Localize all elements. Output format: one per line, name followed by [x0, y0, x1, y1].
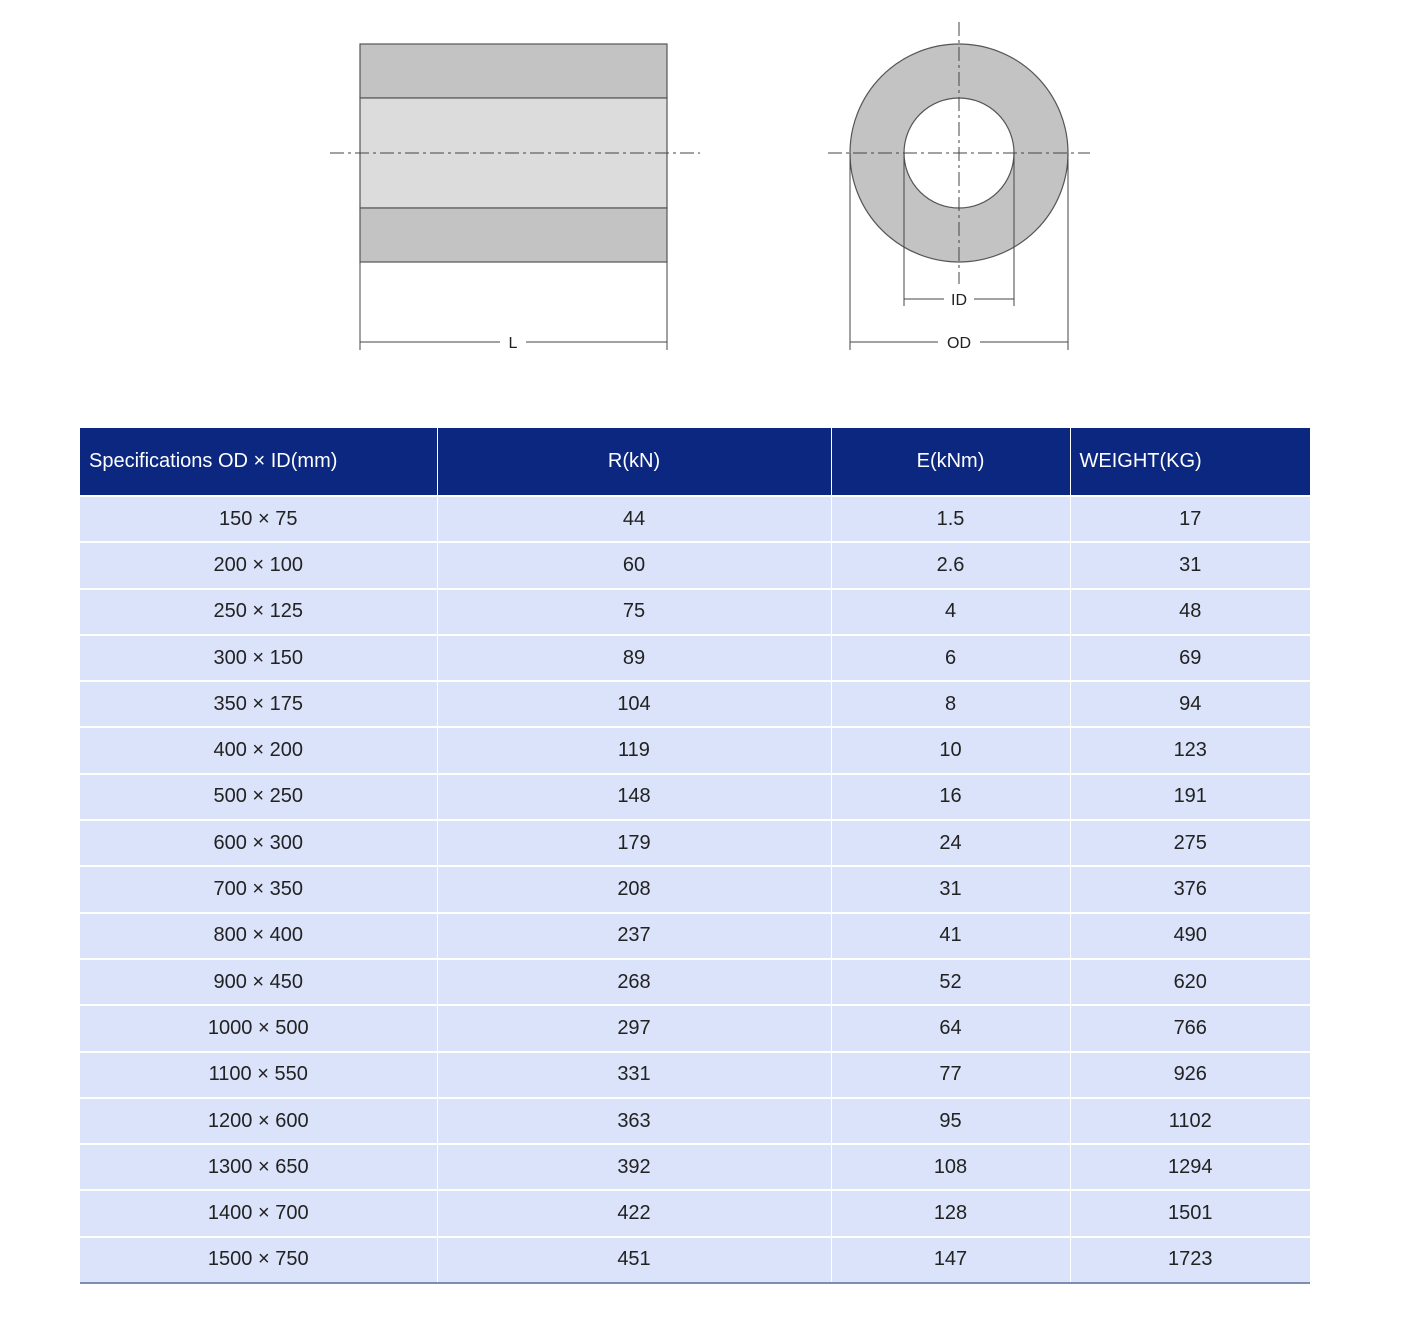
- reaction-force-cell: 60: [437, 542, 831, 588]
- energy-cell: 52: [831, 959, 1070, 1005]
- energy-cell: 1.5: [831, 496, 1070, 542]
- energy-cell: 31: [831, 866, 1070, 912]
- table-row: [80, 913, 1310, 959]
- energy-cell: 41: [831, 913, 1070, 959]
- weight-cell: 191: [1070, 774, 1310, 820]
- fender-dimension-diagram: [0, 0, 1412, 380]
- weight-cell: 1723: [1070, 1237, 1310, 1283]
- table-row: [80, 1237, 1310, 1283]
- spec-cell: 1200 × 600: [80, 1098, 437, 1144]
- table-row: [80, 589, 1310, 635]
- outer-diameter-label: OD: [947, 335, 971, 352]
- weight-cell: 376: [1070, 866, 1310, 912]
- header-specifications: Specifications OD × ID(mm): [80, 428, 437, 496]
- spec-cell: 1500 × 750: [80, 1237, 437, 1283]
- reaction-force-cell: 44: [437, 496, 831, 542]
- length-label: L: [508, 335, 518, 352]
- reaction-force-cell: 451: [437, 1237, 831, 1283]
- energy-cell: 77: [831, 1052, 1070, 1098]
- weight-cell: 1501: [1070, 1190, 1310, 1236]
- weight-cell: 31: [1070, 542, 1310, 588]
- table-row: [80, 774, 1310, 820]
- table-row: [80, 1190, 1310, 1236]
- energy-cell: 6: [831, 635, 1070, 681]
- reaction-force-cell: 75: [437, 589, 831, 635]
- weight-cell: 275: [1070, 820, 1310, 866]
- spec-cell: 1300 × 650: [80, 1144, 437, 1190]
- table-row: [80, 866, 1310, 912]
- table-row: [80, 727, 1310, 773]
- spec-cell: 500 × 250: [80, 774, 437, 820]
- reaction-force-cell: 422: [437, 1190, 831, 1236]
- energy-cell: 128: [831, 1190, 1070, 1236]
- header-reaction-force: R(kN): [437, 428, 831, 496]
- reaction-force-cell: 363: [437, 1098, 831, 1144]
- energy-cell: 16: [831, 774, 1070, 820]
- reaction-force-cell: 104: [437, 681, 831, 727]
- energy-cell: 10: [831, 727, 1070, 773]
- header-energy-absorption: E(kNm): [831, 428, 1070, 496]
- side-view: [330, 44, 700, 352]
- weight-cell: 1102: [1070, 1098, 1310, 1144]
- reaction-force-cell: 297: [437, 1005, 831, 1051]
- spec-cell: 150 × 75: [80, 496, 437, 542]
- spec-cell: 700 × 350: [80, 866, 437, 912]
- header-weight: WEIGHT(KG): [1070, 428, 1310, 496]
- spec-cell: 800 × 400: [80, 913, 437, 959]
- spec-cell: 1000 × 500: [80, 1005, 437, 1051]
- table-row: [80, 820, 1310, 866]
- spec-cell: 600 × 300: [80, 820, 437, 866]
- table-row: [80, 1098, 1310, 1144]
- energy-cell: 108: [831, 1144, 1070, 1190]
- weight-cell: 926: [1070, 1052, 1310, 1098]
- weight-cell: 94: [1070, 681, 1310, 727]
- energy-cell: 2.6: [831, 542, 1070, 588]
- spec-cell: 400 × 200: [80, 727, 437, 773]
- reaction-force-cell: 208: [437, 866, 831, 912]
- specifications-table: [80, 428, 1310, 1284]
- reaction-force-cell: 237: [437, 913, 831, 959]
- spec-cell: 250 × 125: [80, 589, 437, 635]
- weight-cell: 620: [1070, 959, 1310, 1005]
- reaction-force-cell: 331: [437, 1052, 831, 1098]
- weight-cell: 69: [1070, 635, 1310, 681]
- reaction-force-cell: 392: [437, 1144, 831, 1190]
- reaction-force-cell: 179: [437, 820, 831, 866]
- spec-cell: 350 × 175: [80, 681, 437, 727]
- spec-cell: 1400 × 700: [80, 1190, 437, 1236]
- end-view: [828, 22, 1090, 352]
- table-row: [80, 496, 1310, 542]
- energy-cell: 8: [831, 681, 1070, 727]
- table-header-row: [80, 428, 1310, 496]
- reaction-force-cell: 119: [437, 727, 831, 773]
- table-row: [80, 1052, 1310, 1098]
- reaction-force-cell: 268: [437, 959, 831, 1005]
- table-row: [80, 1144, 1310, 1190]
- energy-cell: 24: [831, 820, 1070, 866]
- energy-cell: 95: [831, 1098, 1070, 1144]
- table-row: [80, 542, 1310, 588]
- energy-cell: 147: [831, 1237, 1070, 1283]
- weight-cell: 490: [1070, 913, 1310, 959]
- spec-cell: 1100 × 550: [80, 1052, 437, 1098]
- reaction-force-cell: 148: [437, 774, 831, 820]
- energy-cell: 64: [831, 1005, 1070, 1051]
- reaction-force-cell: 89: [437, 635, 831, 681]
- inner-diameter-label: ID: [951, 292, 967, 309]
- table-row: [80, 681, 1310, 727]
- table-row: [80, 1005, 1310, 1051]
- table-row: [80, 959, 1310, 1005]
- weight-cell: 123: [1070, 727, 1310, 773]
- weight-cell: 1294: [1070, 1144, 1310, 1190]
- table-body: [80, 496, 1310, 1283]
- weight-cell: 48: [1070, 589, 1310, 635]
- table-row: [80, 635, 1310, 681]
- energy-cell: 4: [831, 589, 1070, 635]
- spec-cell: 300 × 150: [80, 635, 437, 681]
- weight-cell: 17: [1070, 496, 1310, 542]
- spec-cell: 200 × 100: [80, 542, 437, 588]
- weight-cell: 766: [1070, 1005, 1310, 1051]
- spec-cell: 900 × 450: [80, 959, 437, 1005]
